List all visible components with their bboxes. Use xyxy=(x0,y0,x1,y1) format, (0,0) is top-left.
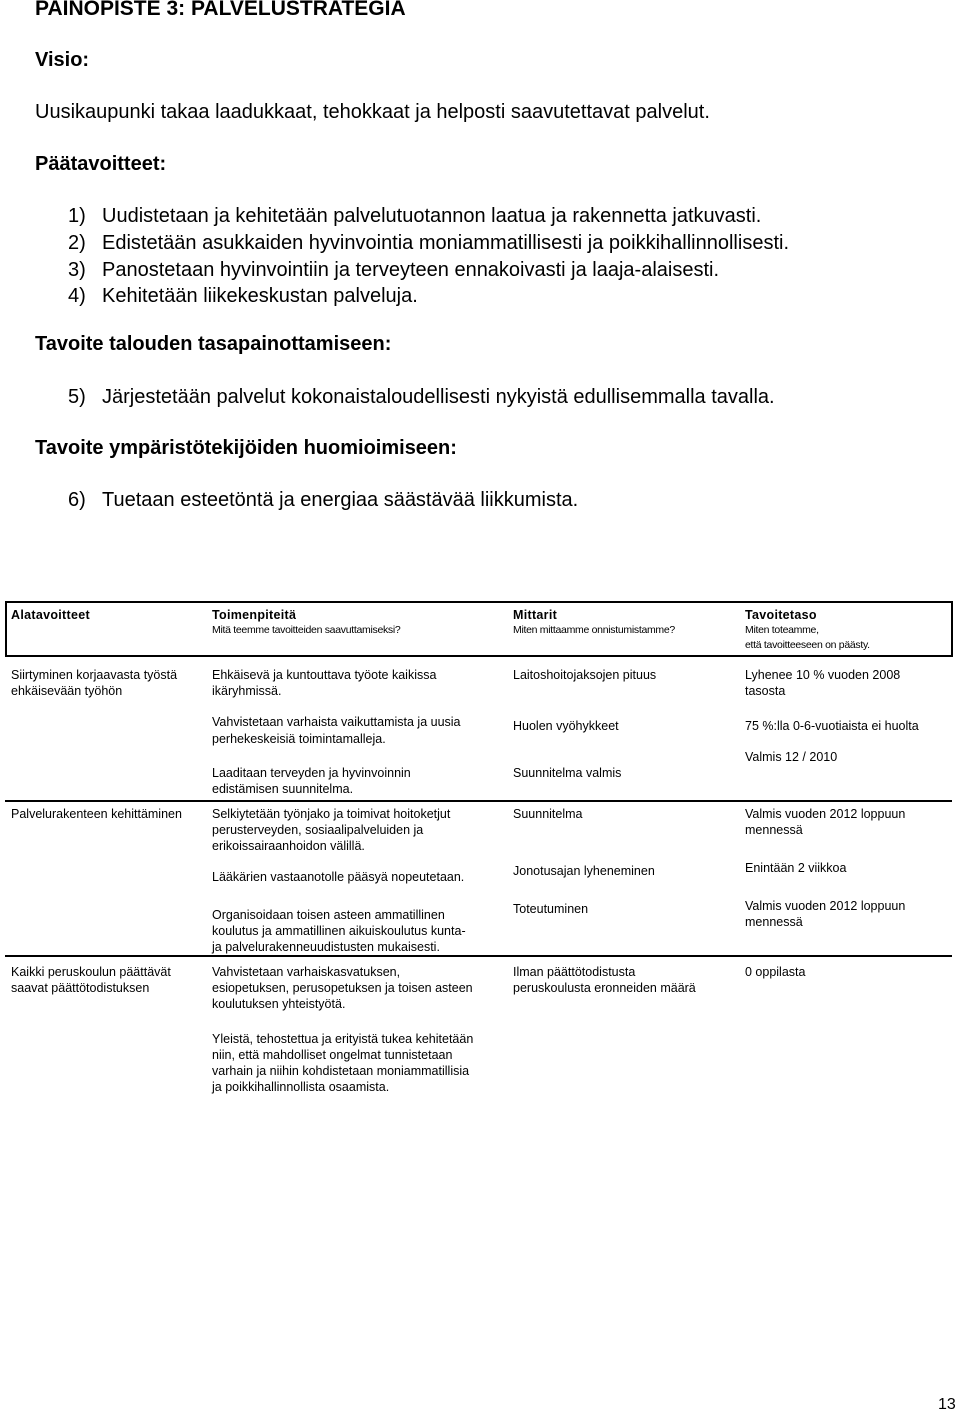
table-cell: Ilman päättötodistusta xyxy=(513,965,636,979)
table-cell: edistämisen suunnitelma. xyxy=(212,782,354,796)
table-cell: Ehkäisevä ja kuntouttava työote kaikissa xyxy=(212,668,437,682)
table-cell: Suunnitelma valmis xyxy=(513,766,622,780)
env-goal-label: Tavoite ympäristötekijöiden huomioimiseen: xyxy=(35,437,457,459)
table-left-border xyxy=(5,601,7,657)
table-cell: tasosta xyxy=(745,684,786,698)
table-cell: ikäryhmissä. xyxy=(212,684,282,698)
table-cell: 0 oppilasta xyxy=(745,965,806,979)
table-cell: Siirtyminen korjaavasta työstä xyxy=(11,668,178,682)
page-heading: PAINOPISTE 3: PALVELUSTRATEGIA xyxy=(35,0,406,20)
economy-goal-label: Tavoite talouden tasapainottamiseen: xyxy=(35,333,392,355)
table-cell: perhekeskeisiä toimintamalleja. xyxy=(212,732,386,746)
visio-label: Visio: xyxy=(35,49,90,71)
table-cell: erikoissairaanhoidon välillä. xyxy=(212,839,365,853)
table-cell: Huolen vyöhykkeet xyxy=(513,719,619,733)
table-top-border xyxy=(5,601,952,603)
table-cell: Toteutuminen xyxy=(513,902,589,916)
table-cell: mennessä xyxy=(745,823,803,837)
table-row-divider xyxy=(5,955,952,957)
col-header-mittarit: Mittarit xyxy=(513,608,558,622)
table-cell: Laaditaan terveyden ja hyvinvoinnin xyxy=(212,766,411,780)
table-cell: Palvelurakenteen kehittäminen xyxy=(11,807,182,821)
table-cell: ja palvelurakenneuudistusten mukaisesti. xyxy=(212,940,440,954)
table-cell: Lääkärien vastaanotolle pääsyä nopeutetaan. xyxy=(212,870,465,884)
table-cell: Vahvistetaan varhaiskasvatuksen, xyxy=(212,965,401,979)
col-header-alatavoitteet: Alatavoitteet xyxy=(11,608,90,622)
table-row-divider xyxy=(5,800,952,802)
table-cell: Yleistä, tehostettua ja erityistä tukea kehitetään xyxy=(212,1032,474,1046)
table-cell: Valmis 12 / 2010 xyxy=(745,750,838,764)
table-cell: Vahvistetaan varhaista vaikuttamista ja uusia xyxy=(212,715,461,729)
col-header-toimenpiteita-sub: Mitä teemme tavoitteiden saavuttamiseksi? xyxy=(212,624,401,636)
table-cell: Valmis vuoden 2012 loppuun xyxy=(745,899,906,913)
table-cell: Suunnitelma xyxy=(513,807,583,821)
main-goal-item: 3) Panostetaan hyvinvointiin ja terveyteen ennakoivasti ja laaja-alaisesti. xyxy=(68,259,720,281)
table-cell: esiopetuksen, perusopetuksen ja toisen asteen xyxy=(212,981,473,995)
economy-goal-item: 5) Järjestetään palvelut kokonaistaloudellisesti nykyistä edullisemmalla tavalla. xyxy=(68,386,775,408)
table-cell: Kaikki peruskoulun päättävät xyxy=(11,965,171,979)
table-cell: koulutus ja ammatillinen aikuiskoulutus kunta- xyxy=(212,924,466,938)
table-cell: koulutuksen yhteistyötä. xyxy=(212,997,346,1011)
page-number: 13 xyxy=(938,1396,956,1413)
table-cell: Selkiytetään työnjako ja toimivat hoitoketjut xyxy=(212,807,451,821)
table-cell: saavat päättötodistuksen xyxy=(11,981,150,995)
main-goals-label: Päätavoitteet: xyxy=(35,153,167,175)
main-goal-item: 2) Edistetään asukkaiden hyvinvointia moniammatillisesti ja poikkihallinnollisesti. xyxy=(68,232,790,254)
table-cell: Laitoshoitojaksojen pituus xyxy=(513,668,657,682)
col-header-mittarit-sub: Miten mittaamme onnistumistamme? xyxy=(513,624,675,636)
col-header-tavoitetaso: Tavoitetaso xyxy=(745,608,817,622)
table-cell: varhain ja niihin kohdistetaan moniammatillisia xyxy=(212,1064,470,1078)
table-cell: Valmis vuoden 2012 loppuun xyxy=(745,807,906,821)
table-cell: Enintään 2 viikkoa xyxy=(745,861,847,875)
table-cell: Organisoidaan toisen asteen ammatillinen xyxy=(212,908,445,922)
visio-text: Uusikaupunki takaa laadukkaat, tehokkaat ja helposti saavutettavat palvelut. xyxy=(35,101,710,123)
table-cell: niin, että mahdolliset ongelmat tunnistetaan xyxy=(212,1048,453,1062)
table-cell: Lyhenee 10 % vuoden 2008 xyxy=(745,668,901,682)
table-cell: ehkäisevään työhön xyxy=(11,684,123,698)
table-cell: Jonotusajan lyheneminen xyxy=(513,864,655,878)
env-goal-item: 6) Tuetaan esteetöntä ja energiaa säästävää liikkumista. xyxy=(68,489,579,511)
table-cell: ja poikkihallinnollista osaamista. xyxy=(212,1080,390,1094)
table-cell: peruskoulusta eronneiden määrä xyxy=(513,981,696,995)
table-right-border xyxy=(951,601,953,657)
col-header-toimenpiteita: Toimenpiteitä xyxy=(212,608,297,622)
col-header-tavoitetaso-sub: Miten toteamme, xyxy=(745,624,819,636)
col-header-tavoitetaso-sub: että tavoitteeseen on päästy. xyxy=(745,639,870,651)
table-cell: perusterveyden, sosiaalipalveluiden ja xyxy=(212,823,424,837)
table-cell: mennessä xyxy=(745,915,803,929)
main-goal-item: 1) Uudistetaan ja kehitetään palvelutuotannon laatua ja rakennetta jatkuvasti. xyxy=(68,205,762,227)
table-cell: 75 %:lla 0-6-vuotiaista ei huolta xyxy=(745,719,919,733)
table-header-bottom-border xyxy=(5,655,952,657)
main-goal-item: 4) Kehitetään liikekeskustan palveluja. xyxy=(68,285,418,307)
